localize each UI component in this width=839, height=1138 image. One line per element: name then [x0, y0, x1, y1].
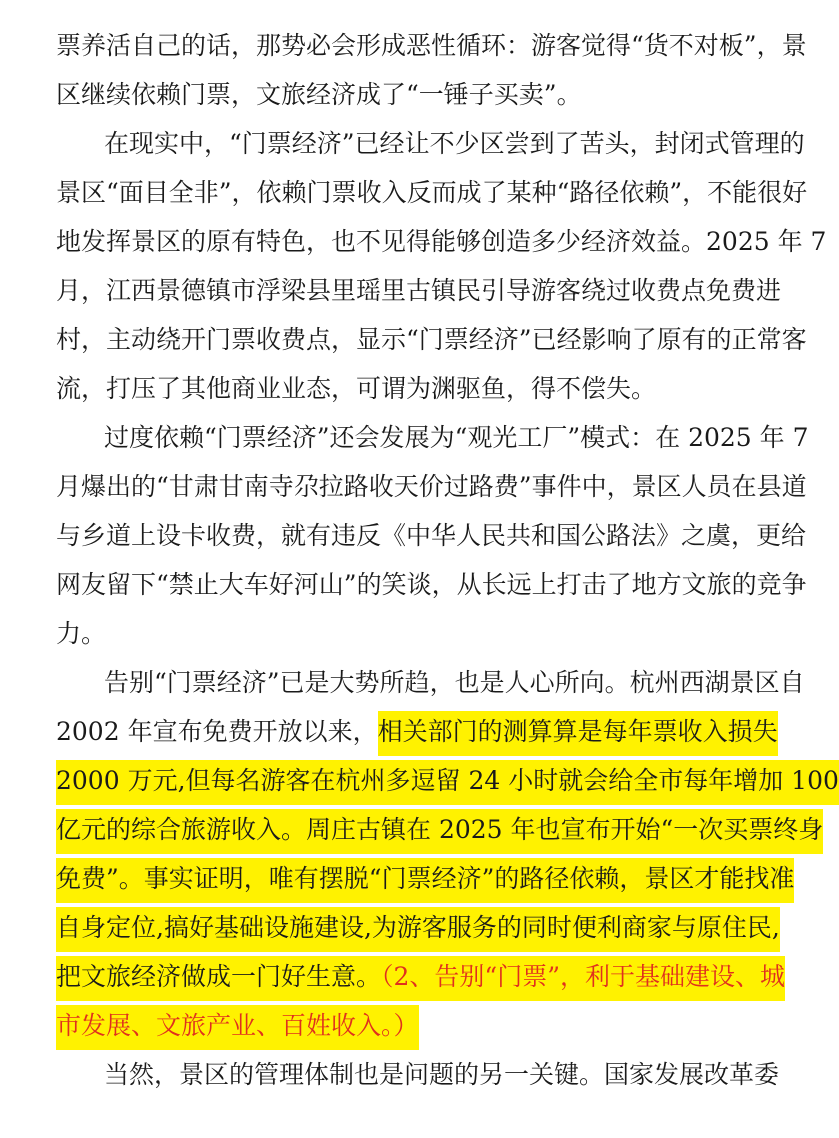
line-text: 当然，景区的管理体制也是问题的另一关键。国家发展改革委	[104, 1060, 780, 1089]
paragraph-line	[104, 663, 805, 712]
line-text: 流，打压了其他商业业态，可谓为渊驱鱼，得不偿失。	[56, 374, 657, 403]
highlighted-text: （2、告别“门票”，利于基础建设、城	[381, 956, 785, 1001]
paragraph-line	[56, 467, 807, 516]
line-text: 网友留下“禁止大车好河山”的笑谈，从长远上打击了地方文旅的竞争	[56, 570, 807, 599]
paragraph-line	[56, 26, 807, 75]
line-text: 村，主动绕开门票收费点，显示“门票经济”已经影响了原有的正常客	[56, 325, 807, 354]
paragraph-line	[56, 222, 827, 271]
highlighted-text: 市发展、文旅产业、百姓收入。）	[56, 1005, 419, 1050]
highlighted-text: 2000 万元,但每名游客在杭州多逗留 24 小时就会给全市每年增加 100	[56, 760, 839, 805]
paragraph-line	[56, 565, 807, 614]
line-text: 在现实中，“门票经济”已经让不少区尝到了苦头，封闭式管理的	[104, 129, 805, 158]
line-text: 过度依赖“门票经济”还会发展为“观光工厂”模式：在 2025 年 7	[104, 423, 809, 452]
paragraph-line	[56, 614, 746, 663]
line-text: 地发挥景区的原有特色，也不见得能够创造多少经济效益。2025 年 7	[56, 227, 827, 256]
paragraph-line	[104, 1055, 780, 1104]
highlighted-text: 亿元的综合旅游收入。周庄古镇在 2025 年也宣布开始“一次买票终身	[56, 809, 823, 854]
paragraph-line	[56, 1006, 746, 1055]
paragraph-line	[56, 271, 782, 320]
paragraph-line	[56, 761, 839, 810]
paragraph-line	[104, 124, 805, 173]
paragraph-line	[56, 369, 746, 418]
paragraph-line	[56, 908, 780, 957]
highlighted-text: 免费”。事实证明，唯有摆脱“门票经济”的路径依赖，景区才能找准	[56, 858, 794, 903]
paragraph-line	[104, 418, 809, 467]
line-text: 与乡道上设卡收费，就有违反《中华人民共和国公路法》之虞，更给	[56, 521, 807, 550]
paragraph-line	[56, 173, 808, 222]
line-text: 景区“面目全非”，依赖门票收入反而成了某种“路径依赖”，不能很好	[56, 178, 808, 207]
line-text: 月，江西景德镇市浮梁县里瑶里古镇民引导游客绕过收费点免费进	[56, 276, 782, 305]
paragraph-line	[56, 712, 778, 761]
line-text: 票养活自己的话，那势必会形成恶性循环：游客觉得“货不对板”，景	[56, 31, 807, 60]
line-text: 区继续依赖门票，文旅经济成了“一锤子买卖”。	[56, 80, 582, 109]
highlighted-text: 把文旅经济做成一门好生意。	[56, 956, 381, 1001]
line-text: 告别“门票经济”已是大势所趋，也是人心所向。杭州西湖景区自	[104, 668, 805, 697]
line-text: 力。	[56, 619, 107, 648]
paragraph-line	[56, 810, 824, 859]
paragraph-line	[56, 516, 807, 565]
paragraph-line	[56, 75, 746, 124]
line-text: 2002 年宣布免费开放以来，	[56, 717, 378, 746]
paragraph-line	[56, 859, 795, 908]
paragraph-line	[56, 957, 785, 1006]
line-text: 月爆出的“甘肃甘南寺尕拉路收天价过路费”事件中，景区人员在县道	[56, 472, 807, 501]
paragraph-line	[56, 320, 807, 369]
highlighted-text: 相关部门的测算算是每年票收入损失	[378, 711, 778, 756]
highlighted-text: 自身定位,搞好基础设施建设,为游客服务的同时便利商家与原住民,	[56, 907, 780, 952]
